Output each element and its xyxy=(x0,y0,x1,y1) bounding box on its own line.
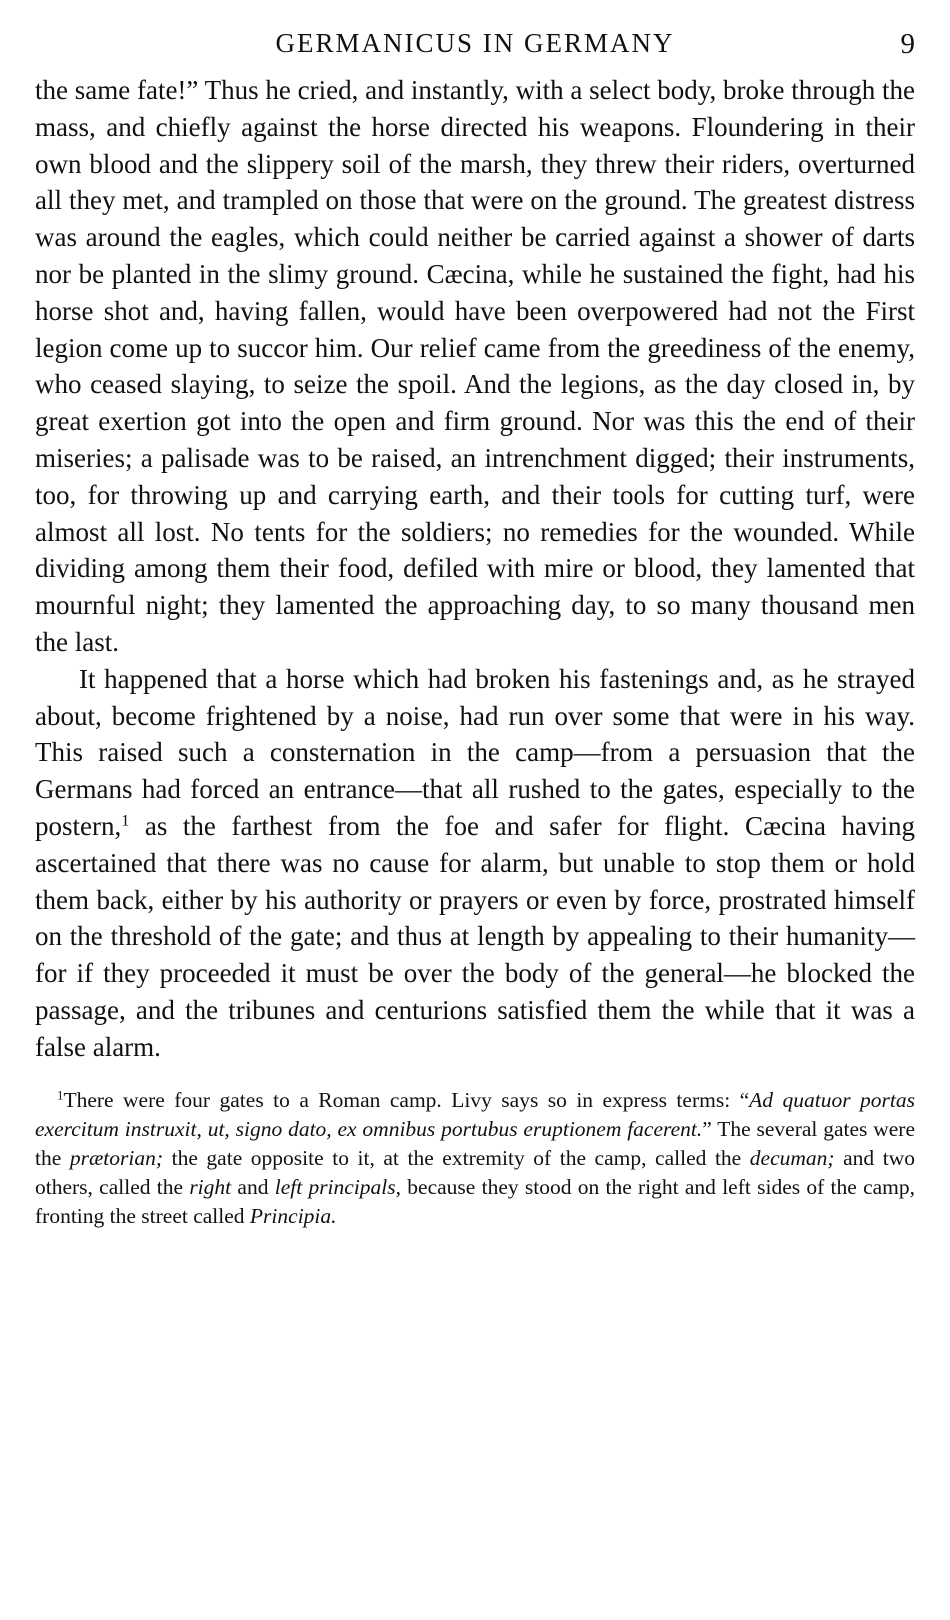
footnote-term-right: right xyxy=(189,1174,232,1199)
footnote-text-6: , because they stood on the right and left sides of the camp, fronting the street called xyxy=(35,1174,916,1228)
footnote-text-5: and xyxy=(231,1174,275,1199)
paragraph-2-text-a: It happened that a horse which had broken his fastenings and, as he strayed about, become frightened by a noise, had run over some that were in his way. This raised such a consternation in the camp—from a persuasion that the Germans had forced an entrance—that all rushed to the gates, especially to the postern, xyxy=(35,663,915,841)
footnote-text-2: ” The several gates were the xyxy=(35,1116,916,1170)
paragraph-2-text-b: as the farthest from the foe and safer for flight. Cæcina having ascertained that there was no cause for alarm, but unable to stop them or hold them back, either by his authority or prayers or even by force, prostrated himself on the threshold of the gate; and thus at length by appealing to their humanity—for if they proceeded it must be over the body of the general—he blocked the passage, and the tribunes and centurions satisfied them the while that it was a false alarm. xyxy=(35,810,915,1062)
footnote-term-left-principals: left principals xyxy=(274,1174,396,1199)
running-head xyxy=(35,20,915,72)
paragraph-1: the same fate!” Thus he cried, and instantly, with a select body, broke through the mass, and chiefly against the horse directed his weapons. Floundering in their own blood and the slippery soil of the marsh, they threw their riders, overturned all they met, and trampled on those that were on the ground. The greatest distress was around the eagles, which could neither be carried against a shower of darts nor be planted in the slimy ground. Cæcina, while he sustained the fight, had his horse shot and, having fallen, would have been overpowered had not the First legion come up to succor him. Our relief came from the greediness of the enemy, who ceased slaying, to seize the spoil. And the legions, as the day closed in, by great exertion got into the open and firm ground. Nor was this the end of their miseries; a palisade was to be raised, an intrenchment digged; their instruments, too, for throwing up and carrying earth, and their tools for cutting turf, were almost all lost. No tents for the soldiers; no remedies for the wounded. While dividing among them their food, defiled with mire or blood, they lamented that mournful night; they lamented the approaching day, to so many thousand men the last. xyxy=(35,75,915,657)
footnote-text-3: the gate opposite to it, at the extremity of the camp, called the xyxy=(163,1145,750,1170)
footnote-reference: 1 xyxy=(121,811,130,830)
paragraph-2 xyxy=(35,661,915,1066)
footnote-latin-quote: Ad quatuor portas exercitum instruxit, ut, signo dato, ex omnibus portubus eruptionem facerent. xyxy=(35,1087,915,1141)
page-number: 9 xyxy=(900,28,915,60)
footnote-marker: 1 xyxy=(57,1087,64,1102)
footnote-text-4: and two others, called the xyxy=(35,1145,915,1199)
book-page xyxy=(35,20,915,1231)
footnote-text-1: There were four gates to a Roman camp. Livy says so in express terms: “ xyxy=(63,1087,750,1112)
footnote-term-decuman: decuman; xyxy=(749,1145,835,1170)
running-title: GERMANICUS IN GERMANY xyxy=(275,28,675,58)
footnote-term-principia: Principia. xyxy=(249,1203,337,1228)
footnote-term-praetorian: prætorian; xyxy=(69,1145,164,1170)
footnote xyxy=(35,1086,915,1231)
